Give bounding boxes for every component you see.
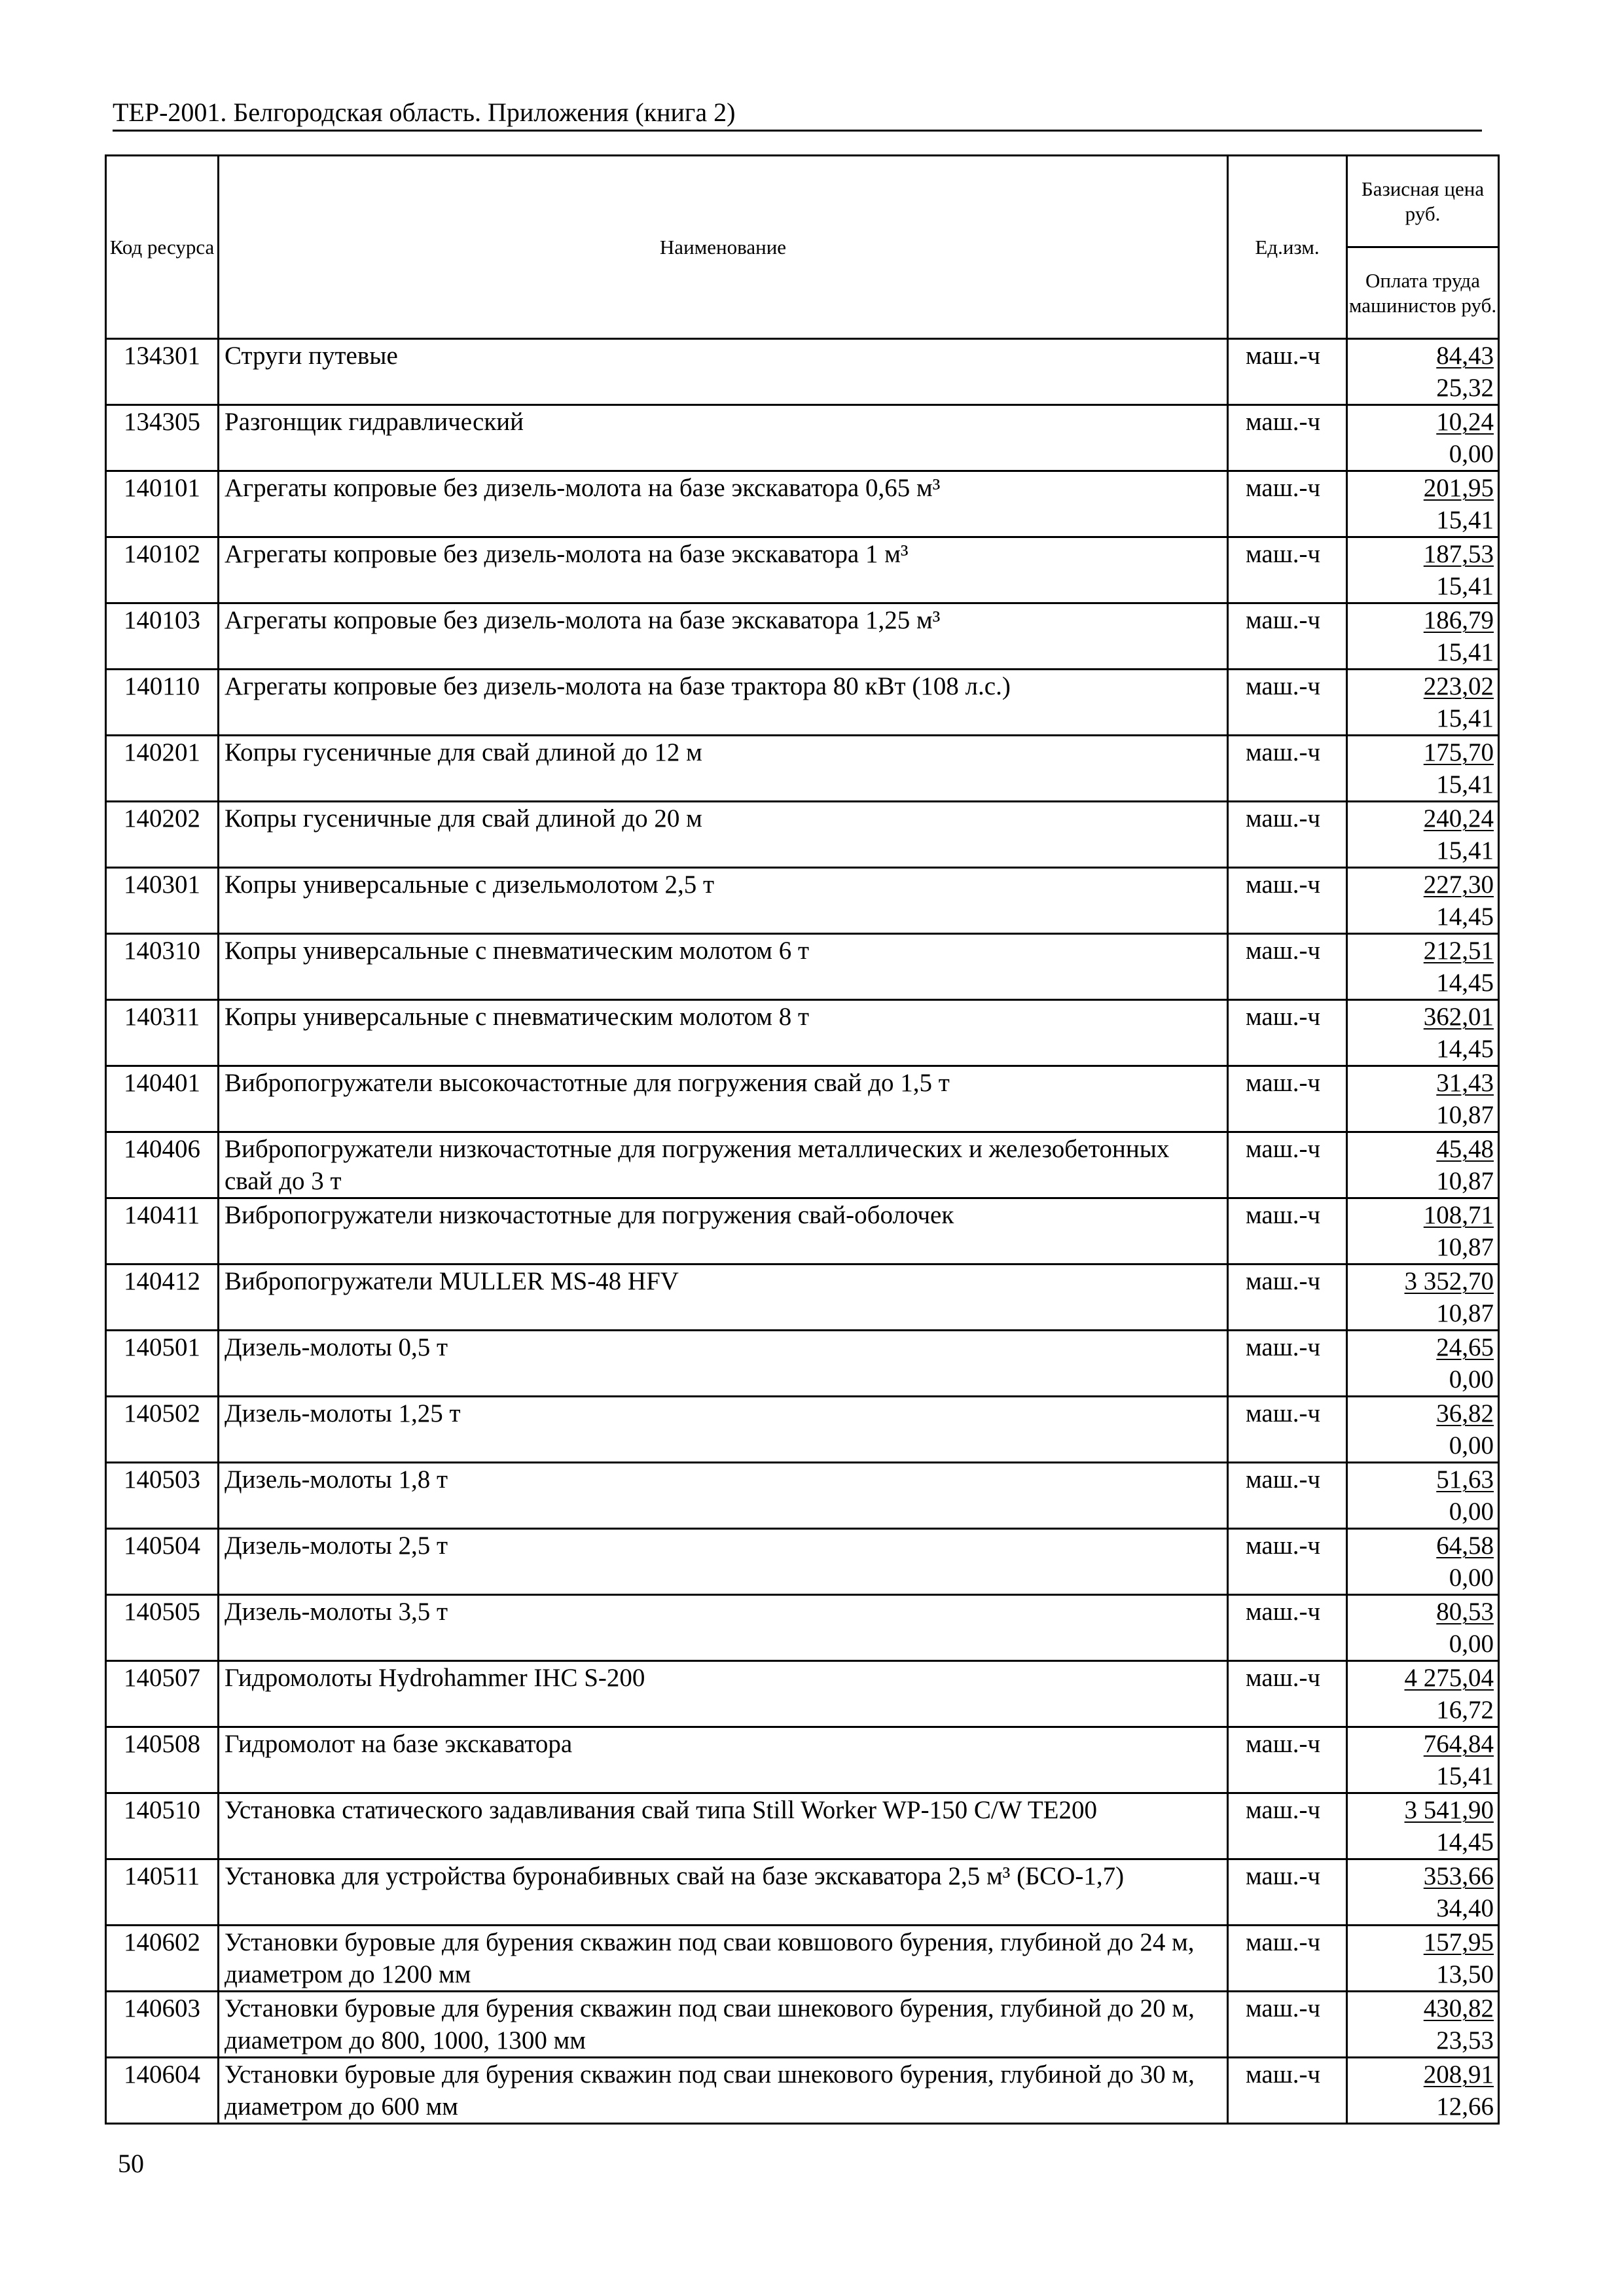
table-row bbox=[106, 405, 1499, 471]
resource-code: 140505 bbox=[106, 1595, 219, 1661]
resource-unit: маш.-ч bbox=[1228, 603, 1347, 670]
resource-unit: маш.-ч bbox=[1228, 339, 1347, 405]
resource-code: 140103 bbox=[106, 603, 219, 670]
price-cell bbox=[1347, 1595, 1499, 1661]
resource-code: 140102 bbox=[106, 537, 219, 603]
resource-unit: маш.-ч bbox=[1228, 868, 1347, 934]
resource-name: Дизель-молоты 0,5 т bbox=[219, 1331, 1228, 1397]
resource-unit: маш.-ч bbox=[1228, 1793, 1347, 1859]
resource-unit: маш.-ч bbox=[1228, 1992, 1347, 2058]
resource-code: 140501 bbox=[106, 1331, 219, 1397]
resource-unit: маш.-ч bbox=[1228, 1727, 1347, 1793]
labor-pay: 15,41 bbox=[1436, 836, 1494, 865]
price-cell bbox=[1347, 736, 1499, 802]
base-price: 3 352,70 bbox=[1404, 1267, 1494, 1295]
table-row bbox=[106, 1793, 1499, 1859]
table-row bbox=[106, 1198, 1499, 1265]
table-row bbox=[106, 1529, 1499, 1595]
table-row bbox=[106, 736, 1499, 802]
resource-name: Копры гусеничные для свай длиной до 12 м bbox=[219, 736, 1228, 802]
resource-name: Дизель-молоты 1,8 т bbox=[219, 1463, 1228, 1529]
resource-name: Дизель-молоты 1,25 т bbox=[219, 1397, 1228, 1463]
base-price: 353,66 bbox=[1423, 1862, 1494, 1890]
resource-name: Установки буровые для бурения скважин под сваи ковшового бурения, глубиной до 24 м, диаметром до 1200 мм bbox=[219, 1926, 1228, 1992]
column-header-labor-pay: Оплата труда машинистов руб. bbox=[1347, 247, 1499, 339]
price-cell bbox=[1347, 1793, 1499, 1859]
base-price: 187,53 bbox=[1423, 540, 1494, 568]
table-row bbox=[106, 1132, 1499, 1198]
price-cell bbox=[1347, 1859, 1499, 1926]
resource-code: 140507 bbox=[106, 1661, 219, 1727]
table-row bbox=[106, 2058, 1499, 2124]
base-price: 208,91 bbox=[1423, 2060, 1494, 2089]
table-row bbox=[106, 537, 1499, 603]
resource-code: 140603 bbox=[106, 1992, 219, 2058]
table-row bbox=[106, 1000, 1499, 1066]
price-cell bbox=[1347, 1661, 1499, 1727]
base-price: 45,48 bbox=[1436, 1135, 1494, 1163]
base-price: 4 275,04 bbox=[1404, 1664, 1494, 1692]
table-row bbox=[106, 1265, 1499, 1331]
labor-pay: 0,00 bbox=[1449, 1630, 1494, 1658]
table-row bbox=[106, 1727, 1499, 1793]
resource-name: Агрегаты копровые без дизель-молота на базе трактора 80 кВт (108 л.с.) bbox=[219, 670, 1228, 736]
resource-name: Дизель-молоты 2,5 т bbox=[219, 1529, 1228, 1595]
price-cell bbox=[1347, 1727, 1499, 1793]
base-price: 10,24 bbox=[1436, 408, 1494, 436]
resource-name: Копры гусеничные для свай длиной до 20 м bbox=[219, 802, 1228, 868]
resource-name: Копры универсальные с пневматическим молотом 6 т bbox=[219, 934, 1228, 1000]
base-price: 240,24 bbox=[1423, 804, 1494, 833]
resource-unit: маш.-ч bbox=[1228, 1066, 1347, 1132]
table-row bbox=[106, 1992, 1499, 2058]
column-header-base-price: Базисная цена руб. bbox=[1347, 156, 1499, 247]
labor-pay: 15,41 bbox=[1436, 1762, 1494, 1790]
price-cell bbox=[1347, 537, 1499, 603]
resource-name: Установка для устройства буронабивных свай на базе экскаватора 2,5 м³ (БСО-1,7) bbox=[219, 1859, 1228, 1926]
resource-code: 140508 bbox=[106, 1727, 219, 1793]
column-header-code: Код ресурса bbox=[106, 156, 219, 339]
resource-unit: маш.-ч bbox=[1228, 471, 1347, 537]
price-cell bbox=[1347, 934, 1499, 1000]
resource-unit: маш.-ч bbox=[1228, 1331, 1347, 1397]
column-header-unit: Ед.изм. bbox=[1228, 156, 1347, 339]
table-row bbox=[106, 1859, 1499, 1926]
base-price: 84,43 bbox=[1436, 342, 1494, 370]
resource-name: Вибропогружатели высокочастотные для погружения свай до 1,5 т bbox=[219, 1066, 1228, 1132]
table-row bbox=[106, 339, 1499, 405]
labor-pay: 10,87 bbox=[1436, 1233, 1494, 1261]
price-cell bbox=[1347, 1198, 1499, 1265]
base-price: 3 541,90 bbox=[1404, 1796, 1494, 1824]
resource-code: 140604 bbox=[106, 2058, 219, 2124]
labor-pay: 14,45 bbox=[1436, 969, 1494, 997]
resource-unit: маш.-ч bbox=[1228, 1397, 1347, 1463]
labor-pay: 14,45 bbox=[1436, 903, 1494, 931]
price-cell bbox=[1347, 471, 1499, 537]
resource-unit: маш.-ч bbox=[1228, 537, 1347, 603]
resource-name: Установки буровые для бурения скважин под сваи шнекового бурения, глубиной до 20 м, диаметром до 800, 1000, 1300 мм bbox=[219, 1992, 1228, 2058]
header-rule bbox=[113, 130, 1482, 132]
price-cell bbox=[1347, 1000, 1499, 1066]
resource-code: 140406 bbox=[106, 1132, 219, 1198]
table-body bbox=[106, 339, 1499, 2124]
resource-code: 140310 bbox=[106, 934, 219, 1000]
price-cell bbox=[1347, 339, 1499, 405]
resource-code: 140503 bbox=[106, 1463, 219, 1529]
resource-name: Вибропогружатели низкочастотные для погружения свай-оболочек bbox=[219, 1198, 1228, 1265]
page-header-title: ТЕР-2001. Белгородская область. Приложения (книга 2) bbox=[113, 98, 736, 127]
resource-unit: маш.-ч bbox=[1228, 405, 1347, 471]
price-cell bbox=[1347, 802, 1499, 868]
resource-table-container bbox=[105, 154, 1498, 2125]
labor-pay: 0,00 bbox=[1449, 1564, 1494, 1592]
base-price: 212,51 bbox=[1423, 937, 1494, 965]
resource-unit: маш.-ч bbox=[1228, 1926, 1347, 1992]
resource-code: 134301 bbox=[106, 339, 219, 405]
resource-code: 140201 bbox=[106, 736, 219, 802]
resource-unit: маш.-ч bbox=[1228, 802, 1347, 868]
resource-unit: маш.-ч bbox=[1228, 1463, 1347, 1529]
base-price: 362,01 bbox=[1423, 1003, 1494, 1031]
resource-name: Установка статического задавливания свай типа Still Worker WP-150 C/W TE200 bbox=[219, 1793, 1228, 1859]
resource-name: Копры универсальные с пневматическим молотом 8 т bbox=[219, 1000, 1228, 1066]
resource-name: Копры универсальные с дизельмолотом 2,5 т bbox=[219, 868, 1228, 934]
price-cell bbox=[1347, 1331, 1499, 1397]
price-cell bbox=[1347, 1066, 1499, 1132]
price-cell bbox=[1347, 1529, 1499, 1595]
base-price: 764,84 bbox=[1423, 1730, 1494, 1758]
resource-code: 140511 bbox=[106, 1859, 219, 1926]
labor-pay: 34,40 bbox=[1436, 1894, 1494, 1922]
resource-unit: маш.-ч bbox=[1228, 1132, 1347, 1198]
resource-code: 140510 bbox=[106, 1793, 219, 1859]
labor-pay: 10,87 bbox=[1436, 1299, 1494, 1327]
price-cell bbox=[1347, 1463, 1499, 1529]
labor-pay: 15,41 bbox=[1436, 572, 1494, 600]
base-price: 51,63 bbox=[1436, 1465, 1494, 1494]
labor-pay: 0,00 bbox=[1449, 1498, 1494, 1526]
table-header bbox=[106, 156, 1499, 339]
labor-pay: 15,41 bbox=[1436, 506, 1494, 534]
table-row bbox=[106, 934, 1499, 1000]
resource-unit: маш.-ч bbox=[1228, 736, 1347, 802]
price-cell bbox=[1347, 1926, 1499, 1992]
resource-name: Вибропогружатели низкочастотные для погружения металлических и железобетонных свай до 3 т bbox=[219, 1132, 1228, 1198]
labor-pay: 12,66 bbox=[1436, 2092, 1494, 2121]
price-cell bbox=[1347, 670, 1499, 736]
labor-pay: 14,45 bbox=[1436, 1828, 1494, 1856]
price-cell bbox=[1347, 868, 1499, 934]
resource-code: 140401 bbox=[106, 1066, 219, 1132]
table-row bbox=[106, 1066, 1499, 1132]
resource-name: Струги путевые bbox=[219, 339, 1228, 405]
resource-unit: маш.-ч bbox=[1228, 670, 1347, 736]
labor-pay: 14,45 bbox=[1436, 1035, 1494, 1063]
resource-name: Установки буровые для бурения скважин под сваи шнекового бурения, глубиной до 30 м, диаметром до 600 мм bbox=[219, 2058, 1228, 2124]
table-row bbox=[106, 1463, 1499, 1529]
resource-code: 140412 bbox=[106, 1265, 219, 1331]
resource-code: 140202 bbox=[106, 802, 219, 868]
resource-unit: маш.-ч bbox=[1228, 1859, 1347, 1926]
resource-name: Гидромолоты Hydrohammer IHC S-200 bbox=[219, 1661, 1228, 1727]
resource-name: Вибропогружатели MULLER MS-48 HFV bbox=[219, 1265, 1228, 1331]
column-header-name: Наименование bbox=[219, 156, 1228, 339]
price-cell bbox=[1347, 2058, 1499, 2124]
base-price: 80,53 bbox=[1436, 1598, 1494, 1626]
base-price: 201,95 bbox=[1423, 474, 1494, 502]
resource-name: Дизель-молоты 3,5 т bbox=[219, 1595, 1228, 1661]
base-price: 108,71 bbox=[1423, 1201, 1494, 1229]
resource-code: 134305 bbox=[106, 405, 219, 471]
resource-unit: маш.-ч bbox=[1228, 1000, 1347, 1066]
resource-name: Агрегаты копровые без дизель-молота на базе экскаватора 1,25 м³ bbox=[219, 603, 1228, 670]
price-cell bbox=[1347, 405, 1499, 471]
base-price: 24,65 bbox=[1436, 1333, 1494, 1361]
labor-pay: 0,00 bbox=[1449, 440, 1494, 468]
price-cell bbox=[1347, 1397, 1499, 1463]
price-cell bbox=[1347, 1992, 1499, 2058]
labor-pay: 13,50 bbox=[1436, 1960, 1494, 1988]
labor-pay: 15,41 bbox=[1436, 638, 1494, 666]
resource-code: 140301 bbox=[106, 868, 219, 934]
labor-pay: 15,41 bbox=[1436, 770, 1494, 798]
labor-pay: 16,72 bbox=[1436, 1696, 1494, 1724]
table-row bbox=[106, 1595, 1499, 1661]
labor-pay: 0,00 bbox=[1449, 1431, 1494, 1460]
resource-unit: маш.-ч bbox=[1228, 2058, 1347, 2124]
resource-table bbox=[105, 154, 1500, 2125]
resource-unit: маш.-ч bbox=[1228, 934, 1347, 1000]
base-price: 36,82 bbox=[1436, 1399, 1494, 1427]
resource-name: Разгонщик гидравлический bbox=[219, 405, 1228, 471]
labor-pay: 10,87 bbox=[1436, 1101, 1494, 1129]
base-price: 430,82 bbox=[1423, 1994, 1494, 2022]
labor-pay: 0,00 bbox=[1449, 1365, 1494, 1393]
labor-pay: 15,41 bbox=[1436, 704, 1494, 732]
base-price: 175,70 bbox=[1423, 738, 1494, 766]
table-row bbox=[106, 471, 1499, 537]
table-row bbox=[106, 802, 1499, 868]
table-row bbox=[106, 670, 1499, 736]
resource-name: Агрегаты копровые без дизель-молота на базе экскаватора 1 м³ bbox=[219, 537, 1228, 603]
resource-name: Агрегаты копровые без дизель-молота на базе экскаватора 0,65 м³ bbox=[219, 471, 1228, 537]
price-cell bbox=[1347, 1265, 1499, 1331]
resource-code: 140602 bbox=[106, 1926, 219, 1992]
table-row bbox=[106, 1397, 1499, 1463]
resource-unit: маш.-ч bbox=[1228, 1198, 1347, 1265]
resource-code: 140504 bbox=[106, 1529, 219, 1595]
resource-unit: маш.-ч bbox=[1228, 1265, 1347, 1331]
base-price: 31,43 bbox=[1436, 1069, 1494, 1097]
table-row bbox=[106, 868, 1499, 934]
resource-unit: маш.-ч bbox=[1228, 1661, 1347, 1727]
resource-code: 140311 bbox=[106, 1000, 219, 1066]
labor-pay: 23,53 bbox=[1436, 2026, 1494, 2054]
resource-code: 140110 bbox=[106, 670, 219, 736]
table-row bbox=[106, 1331, 1499, 1397]
resource-code: 140411 bbox=[106, 1198, 219, 1265]
resource-unit: маш.-ч bbox=[1228, 1595, 1347, 1661]
table-row bbox=[106, 1661, 1499, 1727]
table-row bbox=[106, 603, 1499, 670]
base-price: 223,02 bbox=[1423, 672, 1494, 700]
base-price: 186,79 bbox=[1423, 606, 1494, 634]
resource-name: Гидромолот на базе экскаватора bbox=[219, 1727, 1228, 1793]
price-cell bbox=[1347, 603, 1499, 670]
resource-code: 140101 bbox=[106, 471, 219, 537]
labor-pay: 25,32 bbox=[1436, 374, 1494, 402]
base-price: 64,58 bbox=[1436, 1532, 1494, 1560]
resource-unit: маш.-ч bbox=[1228, 1529, 1347, 1595]
table-row bbox=[106, 1926, 1499, 1992]
labor-pay: 10,87 bbox=[1436, 1167, 1494, 1195]
price-cell bbox=[1347, 1132, 1499, 1198]
page-number: 50 bbox=[118, 2149, 144, 2178]
base-price: 227,30 bbox=[1423, 870, 1494, 899]
resource-code: 140502 bbox=[106, 1397, 219, 1463]
base-price: 157,95 bbox=[1423, 1928, 1494, 1956]
